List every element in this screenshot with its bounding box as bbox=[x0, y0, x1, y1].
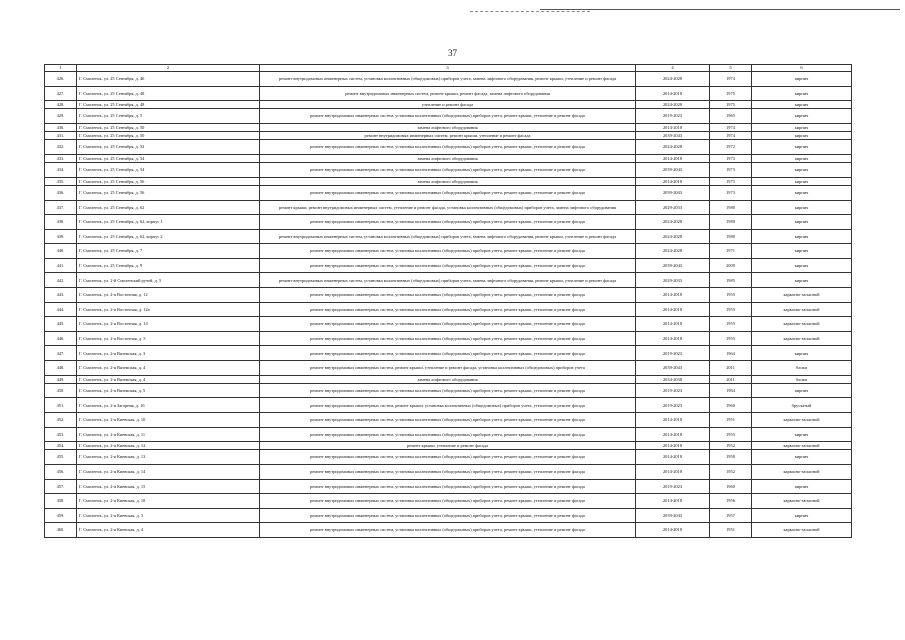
wall-material-cell: кирпич bbox=[752, 346, 852, 361]
works-cell: ремонт внутридомовых инженерных систем, установка коллективных (общедомовых) приборов учета, ремонт крыши, утепление и ремонт фасада bbox=[260, 140, 636, 155]
table-body bbox=[45, 65, 852, 538]
works-cell: ремонт внутридомовых инженерных систем, установка коллективных (общедомовых) приборов учета, ремонт крыши, утепление и ремонт фасада bbox=[260, 383, 636, 398]
row-number: 457. bbox=[45, 479, 77, 494]
scan-edge-line bbox=[540, 9, 900, 10]
works-cell: ремонт внутридомовых инженерных систем, ремонт крыши, установка коллективных (общедомовых) приборов учета, утепление и ремонт фасада bbox=[260, 398, 636, 413]
row-number: 436. bbox=[45, 185, 77, 200]
row-number: 444. bbox=[45, 302, 77, 317]
row-number: 431. bbox=[45, 132, 77, 140]
period-cell: 2014-2018 bbox=[636, 302, 710, 317]
works-cell: ремонт внутридомовых инженерных систем, установка коллективных (общедомовых) приборов учета, ремонт крыши, утепление и ремонт фасада bbox=[260, 427, 636, 442]
address-cell: Г. Смоленск, ул. 25 Сентября, д. 62 bbox=[77, 200, 260, 215]
wall-material-cell: кирпич bbox=[752, 244, 852, 259]
year-built-cell: 1973 bbox=[710, 154, 752, 162]
period-cell: 2014-2018 bbox=[636, 427, 710, 442]
address-cell: Г. Смоленск, ул. 25 Сентября, д. 50 bbox=[77, 123, 260, 131]
wall-material-cell: каркасно-засыпной bbox=[752, 317, 852, 332]
year-built-cell: 1972 bbox=[710, 140, 752, 155]
period-cell: 2019-2023 bbox=[636, 479, 710, 494]
year-built-cell: 1974 bbox=[710, 132, 752, 140]
address-cell: Г. Смоленск, ул. 25 Сентября, д. 50 bbox=[77, 132, 260, 140]
wall-material-cell: кирпич bbox=[752, 383, 852, 398]
address-cell: Г. Смоленск, ул. 25 Сентября, д. 62, корпус 2 bbox=[77, 229, 260, 244]
address-cell: Г. Смоленск, ул. 2-я Вяземская, д. 4 bbox=[77, 375, 260, 383]
table-row bbox=[45, 72, 852, 87]
works-cell: ремонт внутридомовых инженерных систем, установка коллективных (общедомовых) приборов учета, замена лифтового оборудования, ремонт крыши, утепление и ремонт фасада bbox=[260, 72, 636, 87]
row-number: 445. bbox=[45, 317, 77, 332]
works-cell: утепление и ремонт фасада bbox=[260, 101, 636, 109]
address-cell: Г. Смоленск, ул. 25 Сентября, д. 9 bbox=[77, 258, 260, 273]
address-cell: Г. Смоленск, ул. 2-й Смоленский ручей, д. 5 bbox=[77, 273, 260, 288]
year-built-cell: 1955 bbox=[710, 317, 752, 332]
wall-material-cell: кирпич bbox=[752, 109, 852, 124]
works-cell: замена лифтового оборудования bbox=[260, 375, 636, 383]
works-cell: ремонт внутридомовых инженерных систем, установка коллективных (общедомовых) приборов учета, ремонт крыши, утепление и ремонт фасада bbox=[260, 331, 636, 346]
year-built-cell: 1980 bbox=[710, 215, 752, 230]
wall-material-cell: кирпич bbox=[752, 258, 852, 273]
table-row bbox=[45, 215, 852, 230]
period-cell: 2029-2033 bbox=[636, 273, 710, 288]
works-cell: замена лифтового оборудования bbox=[260, 123, 636, 131]
period-cell: 2014-2018 bbox=[636, 288, 710, 303]
row-number: 440. bbox=[45, 244, 77, 259]
wall-material-cell: кирпич bbox=[752, 508, 852, 523]
row-number: 437. bbox=[45, 200, 77, 215]
table-row bbox=[45, 508, 852, 523]
row-number: 452. bbox=[45, 413, 77, 428]
wall-material-cell: каркасно-засыпной bbox=[752, 494, 852, 509]
year-built-cell: 1951 bbox=[710, 523, 752, 538]
wall-material-cell: кирпич bbox=[752, 140, 852, 155]
address-cell: Г. Смоленск, ул. 2-я Киевская, д. 15 bbox=[77, 479, 260, 494]
table-row bbox=[45, 288, 852, 303]
works-cell: ремонт внутридомовых инженерных систем, ремонт крыши, ремонт фасада, замена лифтового оборудования bbox=[260, 86, 636, 101]
address-cell: Г. Смоленск, ул. 2-я Восточная, д. 12 bbox=[77, 288, 260, 303]
year-built-cell: 1955 bbox=[710, 427, 752, 442]
works-cell: ремонт внутридомовых инженерных систем, установка коллективных (общедомовых) приборов учета, ремонт крыши, утепление и ремонт фасада bbox=[260, 302, 636, 317]
table-row bbox=[45, 383, 852, 398]
wall-material-cell: кирпич bbox=[752, 427, 852, 442]
wall-material-cell: каркасно-засыпной bbox=[752, 331, 852, 346]
year-built-cell: 1960 bbox=[710, 479, 752, 494]
row-number: 429. bbox=[45, 109, 77, 124]
year-built-cell: 1974 bbox=[710, 72, 752, 87]
wall-material-cell: кирпич bbox=[752, 215, 852, 230]
row-number: 459. bbox=[45, 508, 77, 523]
row-number: 454. bbox=[45, 442, 77, 450]
address-cell: Г. Смоленск, ул. 25 Сентября, д. 48 bbox=[77, 86, 260, 101]
period-cell: 2014-2018 bbox=[636, 317, 710, 332]
wall-material-cell: блоки bbox=[752, 361, 852, 376]
period-cell: 2019-2023 bbox=[636, 346, 710, 361]
row-number: 456. bbox=[45, 464, 77, 479]
address-cell: Г. Смоленск, ул. 2-я Киевская, д. 3 bbox=[77, 508, 260, 523]
period-cell: 2024-2028 bbox=[636, 244, 710, 259]
period-cell: 2039-2043 bbox=[636, 185, 710, 200]
table-row bbox=[45, 86, 852, 101]
works-cell: ремонт внутридомовых инженерных систем, установка коллективных (общедомовых) приборов учета, ремонт крыши, утепление и ремонт фасада bbox=[260, 244, 636, 259]
address-cell: Г. Смоленск, ул. 2-я Киевская, д. 12 bbox=[77, 442, 260, 450]
scan-edge-mark bbox=[470, 11, 590, 12]
works-cell: ремонт внутридомовых инженерных систем, установка коллективных (общедомовых) приборов учета, ремонт крыши, утепление и ремонт фасада bbox=[260, 163, 636, 178]
table-row bbox=[45, 479, 852, 494]
address-cell: Г. Смоленск, ул. 2-я Киевская, д. 14 bbox=[77, 464, 260, 479]
works-cell: ремонт внутридомовых инженерных систем, установка коллективных (общедомовых) приборов учета, ремонт крыши, утепление и ремонт фасада bbox=[260, 109, 636, 124]
works-cell: замена лифтового оборудования bbox=[260, 154, 636, 162]
wall-material-cell: блоки bbox=[752, 375, 852, 383]
works-cell: замена лифтового оборудования bbox=[260, 177, 636, 185]
year-built-cell: 2011 bbox=[710, 361, 752, 376]
year-built-cell: 1975 bbox=[710, 86, 752, 101]
wall-material-cell: каркасно-засыпной bbox=[752, 288, 852, 303]
row-number: 438. bbox=[45, 215, 77, 230]
works-cell: ремонт внутридомовых инженерных систем, установка коллективных (общедомовых) приборов учета, ремонт крыши, утепление и ремонт фасада bbox=[260, 464, 636, 479]
table-row bbox=[45, 258, 852, 273]
year-built-cell: 1952 bbox=[710, 464, 752, 479]
year-built-cell: 1973 bbox=[710, 163, 752, 178]
address-cell: Г. Смоленск, ул. 2-я Вяземская, д. 5 bbox=[77, 383, 260, 398]
year-built-cell: 2011 bbox=[710, 375, 752, 383]
period-cell: 2039-2043 bbox=[636, 163, 710, 178]
address-cell: Г. Смоленск, ул. 25 Сентября, д. 52 bbox=[77, 140, 260, 155]
wall-material-cell: каркасно-засыпной bbox=[752, 442, 852, 450]
wall-material-cell: кирпич bbox=[752, 479, 852, 494]
table-row bbox=[45, 361, 852, 376]
period-cell: 2024-2028 bbox=[636, 140, 710, 155]
period-cell: 2024-2028 bbox=[636, 101, 710, 109]
wall-material-cell: каркасно-засыпной bbox=[752, 523, 852, 538]
row-number: 433. bbox=[45, 154, 77, 162]
year-built-cell: 1971 bbox=[710, 244, 752, 259]
works-cell: ремонт внутридомовых инженерных систем, ремонт крыши, утепление и ремонт фасада, установка коллективных (общедомовых) приборов учета bbox=[260, 361, 636, 376]
table-row bbox=[45, 317, 852, 332]
works-cell: ремонт внутридомовых инженерных систем, установка коллективных (общедомовых) приборов учета, ремонт крыши, утепление и ремонт фасада bbox=[260, 288, 636, 303]
wall-material-cell: кирпич bbox=[752, 185, 852, 200]
period-cell: 2014-2018 bbox=[636, 177, 710, 185]
row-number: 451. bbox=[45, 398, 77, 413]
table-row bbox=[45, 229, 852, 244]
works-cell: ремонт внутридомовых инженерных систем, установка коллективных (общедомовых) приборов учета, ремонт крыши, утепление и ремонт фасада bbox=[260, 317, 636, 332]
period-cell: 2014-2018 bbox=[636, 494, 710, 509]
year-built-cell: 2009 bbox=[710, 258, 752, 273]
address-cell: Г. Смоленск, ул. 2-я Вяземская, д. 4 bbox=[77, 361, 260, 376]
year-built-cell: 1974 bbox=[710, 123, 752, 131]
address-cell: Г. Смоленск, ул. 25 Сентября, д. 56 bbox=[77, 185, 260, 200]
table-header-row bbox=[45, 65, 852, 72]
works-cell: ремонт внутридомовых инженерных систем, установка коллективных (общедомовых) приборов учета, замена лифтового оборудования, ремонт крыши, утепление и ремонт фасада bbox=[260, 273, 636, 288]
address-cell: Г. Смоленск, ул. 2-я Киевская, д. 11 bbox=[77, 427, 260, 442]
year-built-cell: 1964 bbox=[710, 383, 752, 398]
header-cell-address: 2 bbox=[77, 65, 260, 72]
wall-material-cell: кирпич bbox=[752, 101, 852, 109]
year-built-cell: 1955 bbox=[710, 302, 752, 317]
wall-material-cell: кирпич bbox=[752, 123, 852, 131]
period-cell: 2014-2018 bbox=[636, 442, 710, 450]
table-row bbox=[45, 413, 852, 428]
year-built-cell: 1951 bbox=[710, 413, 752, 428]
row-number: 428. bbox=[45, 101, 77, 109]
works-cell: ремонт внутридомовых инженерных систем, установка коллективных (общедомовых) приборов учета, ремонт крыши, утепление и ремонт фасада bbox=[260, 185, 636, 200]
wall-material-cell: кирпич bbox=[752, 200, 852, 215]
row-number: 460. bbox=[45, 523, 77, 538]
works-cell: ремонт внутридомовых инженерных систем, установка коллективных (общедомовых) приборов учета, замена лифтового оборудования, ремонт крыши, утепление и ремонт фасада bbox=[260, 229, 636, 244]
works-cell: ремонт внутридомовых инженерных систем, установка коллективных (общедомовых) приборов учета, ремонт крыши, утепление и ремонт фасада bbox=[260, 450, 636, 465]
row-number: 447. bbox=[45, 346, 77, 361]
address-cell: Г. Смоленск, ул. 2-я Восточная, д. 5 bbox=[77, 331, 260, 346]
table-row bbox=[45, 494, 852, 509]
table-row bbox=[45, 427, 852, 442]
year-built-cell: 1985 bbox=[710, 273, 752, 288]
housing-repair-table bbox=[44, 64, 852, 538]
row-number: 455. bbox=[45, 450, 77, 465]
table-row bbox=[45, 302, 852, 317]
header-cell-number: 1 bbox=[45, 65, 77, 72]
address-cell: Г. Смоленск, ул. 2-я Киевская, д. 10 bbox=[77, 413, 260, 428]
period-cell: 2034-2038 bbox=[636, 375, 710, 383]
year-built-cell: 1952 bbox=[710, 442, 752, 450]
table-row bbox=[45, 140, 852, 155]
year-built-cell: 1955 bbox=[710, 331, 752, 346]
year-built-cell: 1960 bbox=[710, 398, 752, 413]
works-cell: ремонт внутридомовых инженерных систем, установка коллективных (общедомовых) приборов учета, ремонт крыши, утепление и ремонт фасада bbox=[260, 479, 636, 494]
year-built-cell: 1980 bbox=[710, 229, 752, 244]
period-cell: 2014-2018 bbox=[636, 154, 710, 162]
wall-material-cell: кирпич bbox=[752, 163, 852, 178]
table-row bbox=[45, 154, 852, 162]
table-row bbox=[45, 177, 852, 185]
period-cell: 2014-2018 bbox=[636, 413, 710, 428]
period-cell: 2014-2018 bbox=[636, 523, 710, 538]
address-cell: Г. Смоленск, ул. 25 Сентября, д. 46 bbox=[77, 72, 260, 87]
works-cell: ремонт внутридомовых инженерных систем, установка коллективных (общедомовых) приборов учета, ремонт крыши, утепление и ремонт фасада bbox=[260, 508, 636, 523]
row-number: 443. bbox=[45, 288, 77, 303]
year-built-cell: 1980 bbox=[710, 200, 752, 215]
row-number: 449. bbox=[45, 375, 77, 383]
year-built-cell: 1973 bbox=[710, 177, 752, 185]
works-cell: ремонт внутридомовых инженерных систем, установка коллективных (общедомовых) приборов учета, ремонт крыши, утепление и ремонт фасада bbox=[260, 215, 636, 230]
table-row bbox=[45, 523, 852, 538]
row-number: 427. bbox=[45, 86, 77, 101]
year-built-cell: 1956 bbox=[710, 494, 752, 509]
wall-material-cell: каркасно-засыпной bbox=[752, 413, 852, 428]
table-row bbox=[45, 464, 852, 479]
table-row bbox=[45, 346, 852, 361]
period-cell: 2019-2023 bbox=[636, 109, 710, 124]
period-cell: 2019-2023 bbox=[636, 383, 710, 398]
period-cell: 2029-2033 bbox=[636, 200, 710, 215]
address-cell: Г. Смоленск, ул. 2-я Восточная, д. 12а bbox=[77, 302, 260, 317]
period-cell: 2014-2018 bbox=[636, 123, 710, 131]
table-row bbox=[45, 442, 852, 450]
table-row bbox=[45, 200, 852, 215]
header-cell-period: 4 bbox=[636, 65, 710, 72]
address-cell: Г. Смоленск, ул. 25 Сентября, д. 5 bbox=[77, 109, 260, 124]
table-row bbox=[45, 163, 852, 178]
table-row bbox=[45, 375, 852, 383]
address-cell: Г. Смоленск, ул. 25 Сентября, д. 62, корпус 1 bbox=[77, 215, 260, 230]
year-built-cell: 1955 bbox=[710, 288, 752, 303]
address-cell: Г. Смоленск, ул. 2-я Киевская, д. 4 bbox=[77, 523, 260, 538]
period-cell: 2014-2018 bbox=[636, 450, 710, 465]
header-cell-year: 5 bbox=[710, 65, 752, 72]
period-cell: 2039-2043 bbox=[636, 132, 710, 140]
works-cell: ремонт внутридомовых инженерных систем, ремонт крыши, утепление и ремонт фасада bbox=[260, 132, 636, 140]
period-cell: 2039-2043 bbox=[636, 361, 710, 376]
table-row bbox=[45, 331, 852, 346]
page-number: 37 bbox=[448, 48, 457, 58]
wall-material-cell: брусчатый bbox=[752, 398, 852, 413]
period-cell: 2039-2043 bbox=[636, 508, 710, 523]
table-row bbox=[45, 273, 852, 288]
period-cell: 2024-2028 bbox=[636, 72, 710, 87]
period-cell: 2014-2018 bbox=[636, 464, 710, 479]
works-cell: ремонт крыши, утепление и ремонт фасада bbox=[260, 442, 636, 450]
wall-material-cell: кирпич bbox=[752, 154, 852, 162]
year-built-cell: 1958 bbox=[710, 450, 752, 465]
header-cell-works: 3 bbox=[260, 65, 636, 72]
year-built-cell: 1973 bbox=[710, 185, 752, 200]
address-cell: Г. Смоленск, ул. 25 Сентября, д. 56 bbox=[77, 177, 260, 185]
wall-material-cell: каркасно-засыпной bbox=[752, 302, 852, 317]
row-number: 439. bbox=[45, 229, 77, 244]
year-built-cell: 1964 bbox=[710, 346, 752, 361]
wall-material-cell: каркасно-засыпной bbox=[752, 464, 852, 479]
row-number: 426. bbox=[45, 72, 77, 87]
works-cell: ремонт внутридомовых инженерных систем, установка коллективных (общедомовых) приборов учета, ремонт крыши, утепление и ремонт фасада bbox=[260, 258, 636, 273]
works-cell: ремонт внутридомовых инженерных систем, установка коллективных (общедомовых) приборов учета, ремонт крыши, утепление и ремонт фасада bbox=[260, 523, 636, 538]
table-row bbox=[45, 101, 852, 109]
address-cell: Г. Смоленск, ул. 25 Сентября, д. 54 bbox=[77, 163, 260, 178]
wall-material-cell: кирпич bbox=[752, 132, 852, 140]
wall-material-cell: кирпич bbox=[752, 86, 852, 101]
row-number: 434. bbox=[45, 163, 77, 178]
address-cell: Г. Смоленск, ул. 25 Сентября, д. 48 bbox=[77, 101, 260, 109]
table-row bbox=[45, 109, 852, 124]
wall-material-cell: кирпич bbox=[752, 177, 852, 185]
address-cell: Г. Смоленск, ул. 2-я Киевская, д. 13 bbox=[77, 450, 260, 465]
wall-material-cell: кирпич bbox=[752, 450, 852, 465]
row-number: 450. bbox=[45, 383, 77, 398]
row-number: 458. bbox=[45, 494, 77, 509]
row-number: 435. bbox=[45, 177, 77, 185]
wall-material-cell: кирпич bbox=[752, 273, 852, 288]
table-row bbox=[45, 398, 852, 413]
table-row bbox=[45, 244, 852, 259]
address-cell: Г. Смоленск, ул. 2-я Загорная, д. 16 bbox=[77, 398, 260, 413]
row-number: 448. bbox=[45, 361, 77, 376]
works-cell: ремонт внутридомовых инженерных систем, установка коллективных (общедомовых) приборов учета, ремонт крыши, утепление и ремонт фасада bbox=[260, 494, 636, 509]
address-cell: Г. Смоленск, ул. 2-я Киевская, д. 18 bbox=[77, 494, 260, 509]
year-built-cell: 1957 bbox=[710, 508, 752, 523]
row-number: 432. bbox=[45, 140, 77, 155]
wall-material-cell: кирпич bbox=[752, 229, 852, 244]
table-row bbox=[45, 132, 852, 140]
works-cell: ремонт внутридомовых инженерных систем, установка коллективных (общедомовых) приборов учета, ремонт крыши, утепление и ремонт фасада bbox=[260, 413, 636, 428]
header-cell-material: 6 bbox=[752, 65, 852, 72]
row-number: 453. bbox=[45, 427, 77, 442]
period-cell: 2014-2018 bbox=[636, 86, 710, 101]
period-cell: 2014-2018 bbox=[636, 331, 710, 346]
period-cell: 2024-2028 bbox=[636, 229, 710, 244]
row-number: 446. bbox=[45, 331, 77, 346]
year-built-cell: 1965 bbox=[710, 109, 752, 124]
works-cell: ремонт внутридомовых инженерных систем, установка коллективных (общедомовых) приборов учета, ремонт крыши, утепление и ремонт фасада bbox=[260, 346, 636, 361]
period-cell: 2024-2028 bbox=[636, 215, 710, 230]
period-cell: 2039-2043 bbox=[636, 258, 710, 273]
year-built-cell: 1975 bbox=[710, 101, 752, 109]
table-row bbox=[45, 123, 852, 131]
table-row bbox=[45, 450, 852, 465]
works-cell: ремонт крыши, ремонт внутридомовых инженерных систем, утепление и ремонт фасада, установка коллективных (общедомовых) приборов учета, замена лифтового оборудования bbox=[260, 200, 636, 215]
table-row bbox=[45, 185, 852, 200]
row-number: 430. bbox=[45, 123, 77, 131]
period-cell: 2019-2023 bbox=[636, 398, 710, 413]
row-number: 441. bbox=[45, 258, 77, 273]
address-cell: Г. Смоленск, ул. 2-я Восточная, д. 14 bbox=[77, 317, 260, 332]
address-cell: Г. Смоленск, ул. 2-я Вяземская, д. 3 bbox=[77, 346, 260, 361]
address-cell: Г. Смоленск, ул. 25 Сентября, д. 54 bbox=[77, 154, 260, 162]
wall-material-cell: кирпич bbox=[752, 72, 852, 87]
address-cell: Г. Смоленск, ул. 25 Сентября, д. 7 bbox=[77, 244, 260, 259]
row-number: 442. bbox=[45, 273, 77, 288]
